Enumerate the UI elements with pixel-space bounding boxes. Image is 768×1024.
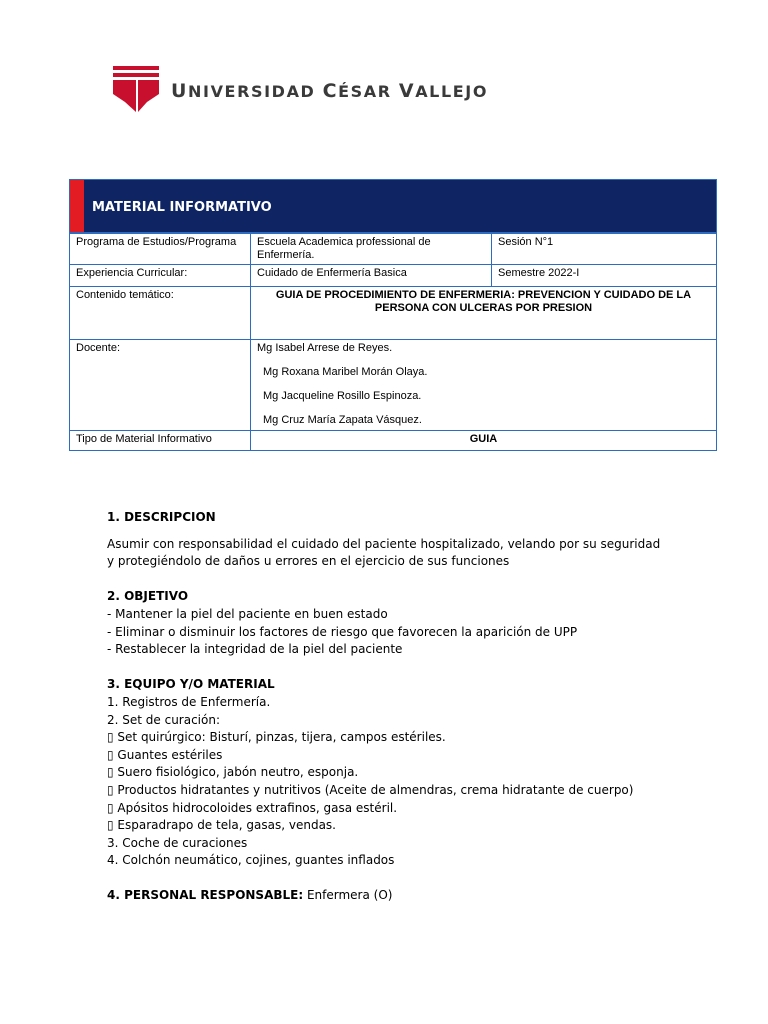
objective-item: - Eliminar o disminuir los factores de riesgo que favorecen la aparición de UPP [107, 624, 578, 639]
material-item: ▯ Productos hidratantes y nutritivos (Aceite de almendras, crema hidratante de cuerpo) [107, 782, 634, 797]
docente-name: Mg Cruz María Zapata Vásquez. [263, 414, 422, 426]
sesion-value: Sesión N°1 [492, 234, 717, 265]
material-banner [69, 179, 717, 233]
banner-accent [70, 180, 84, 232]
contenido-label: Contenido temático: [70, 287, 251, 340]
material-item: 4. Colchón neumático, cojines, guantes inflados [107, 853, 395, 868]
row-docente [70, 340, 717, 431]
experiencia-label: Experiencia Curricular: [70, 265, 251, 287]
docente-list [251, 340, 717, 431]
material-item: ▯ Set quirúrgico: Bisturí, pinzas, tijera, campos estériles. [107, 730, 446, 745]
semestre-value: Semestre 2022-I [492, 265, 717, 287]
section-1-title: 1. DESCRIPCION [107, 510, 216, 524]
guide-content [107, 509, 667, 905]
info-grid [69, 233, 717, 451]
docente-name: Mg Jacqueline Rosillo Espinoza. [263, 390, 422, 402]
row-contenido [70, 287, 717, 340]
material-item: 2. Set de curación: [107, 712, 221, 727]
material-item: ▯ Apósitos hidrocoloides extrafinos, gasa estéril. [107, 800, 398, 815]
section-1-text: Asumir con responsabilidad el cuidado del paciente hospitalizado, velando por su seguridad y protegiéndolo de daños u errores en el ejercicio de sus funciones [107, 536, 661, 569]
programa-value: Escuela Academica professional de Enfermería. [251, 234, 492, 265]
row-tipo [70, 431, 717, 451]
tipo-value: GUIA [251, 431, 717, 451]
experiencia-value: Cuidado de Enfermería Basica [251, 265, 492, 287]
docente-name: Mg Isabel Arrese de Reyes. [257, 342, 393, 354]
section-3-title: 3. EQUIPO Y/O MATERIAL [107, 677, 275, 692]
university-logo [113, 66, 489, 114]
row-experiencia [70, 265, 717, 287]
section-4 [107, 887, 667, 905]
section-4-title: 4. PERSONAL RESPONSABLE: [107, 888, 304, 903]
programa-label: Programa de Estudios/Programa [70, 234, 251, 265]
docente-name: Mg Roxana Maribel Morán Olaya. [263, 366, 428, 378]
banner-title: MATERIAL INFORMATIVO [92, 200, 272, 215]
section-4-value: Enfermera (O) [303, 888, 393, 903]
material-item: 3. Coche de curaciones [107, 835, 248, 850]
university-name: UNIVERSIDAD CÉSAR VALLEJO [171, 80, 489, 102]
row-programa [70, 234, 717, 265]
tipo-label: Tipo de Material Informativo [70, 431, 251, 451]
docente-label: Docente: [70, 340, 251, 431]
university-shield-icon [113, 66, 159, 112]
course-info-table [69, 179, 717, 451]
material-item: ▯ Guantes estériles [107, 747, 223, 762]
contenido-value: GUIA DE PROCEDIMIENTO DE ENFERMERIA: PREVENCION Y CUIDADO DE LA PERSONA CON ULCERAS POR PRESION [251, 287, 717, 340]
material-item: 1. Registros de Enfermería. [107, 694, 271, 709]
objective-item: - Mantener la piel del paciente en buen estado [107, 606, 388, 621]
material-item: ▯ Esparadrapo de tela, gasas, vendas. [107, 818, 336, 833]
objective-item: - Restablecer la integridad de la piel del paciente [107, 642, 403, 657]
section-2-title: 2. OBJETIVO [107, 589, 189, 604]
material-item: ▯ Suero fisiológico, jabón neutro, esponja. [107, 765, 359, 780]
